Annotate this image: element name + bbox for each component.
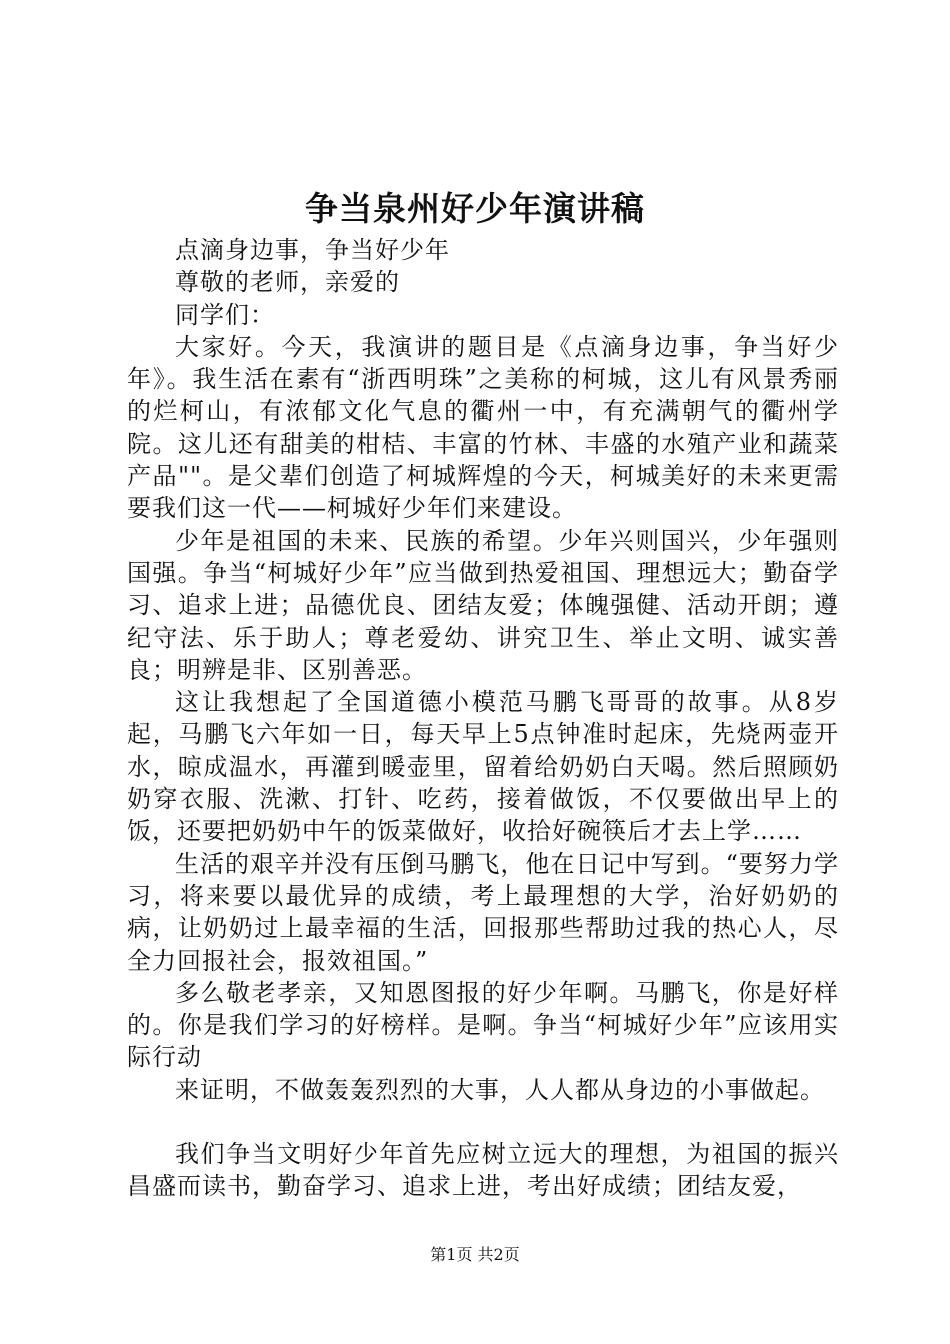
- page-footer: 第1页 共2页: [430, 1245, 520, 1264]
- paragraph: 这让我想起了全国道德小模范马鹏飞哥哥的故事。从8岁起，马鹏飞六年如一日，每天早上5点钟准时起床，先烧两壶开水，晾成温水，再灌到暖壶里，留着给奶奶白天喝。然后照顾奶奶穿衣服、洗漱、打针、吃药，接着做饭，不仅要做出早上的饭，还要把奶奶中午的饭菜做好，收拾好碗筷后才去上学……: [127, 688, 839, 846]
- paragraph: 少年是祖国的未来、民族的希望。少年兴则国兴，少年强则国强。争当“柯城好少年”应当做到热爱祖国、理想远大；勤奋学习、追求上进；品德优良、团结友爱；体魄强健、活动开朗；遵纪守法、乐于助人；尊老爱幼、讲究卫生、举止文明、诚实善良；明辨是非、区别善恶。: [127, 526, 839, 684]
- paragraph: 大家好。今天，我演讲的题目是《点滴身边事，争当好少年》。我生活在素有“浙西明珠”之美称的柯城，这儿有风景秀丽的烂柯山，有浓郁文化气息的衢州一中，有充满朝气的衢州学院。这儿还有甜美的柑桔、丰富的竹林、丰盛的水殖产业和蔬菜产品""。是父辈们创造了柯城辉煌的今天，柯城美好的未来更需要我们这一代——柯城好少年们来建设。: [127, 332, 839, 523]
- paragraph: 来证明，不做轰轰烈烈的大事，人人都从身边的小事做起。: [175, 1075, 825, 1104]
- paragraph: 点滴身边事，争当好少年: [175, 236, 450, 264]
- blank-line: [127, 1106, 839, 1138]
- paragraph: 我们争当文明好少年首先应树立远大的理想，为祖国的振兴昌盛而读书，勤奋学习、追求上进，考出好成绩；团结友爱，: [127, 1140, 839, 1201]
- document-title: 争当泉州好少年演讲稿: [305, 189, 645, 228]
- paragraph: 同学们：: [175, 300, 275, 329]
- paragraph: 尊敬的老师，亲爱的: [175, 268, 400, 297]
- paragraph: 生活的艰辛并没有压倒马鹏飞，他在日记中写到。“要努力学习，将来要以最优异的成绩，考上最理想的大学，治好奶奶的病，让奶奶过上最幸福的生活，回报那些帮助过我的热心人，尽全力回报社会，报效祖国。”: [127, 849, 839, 975]
- document-body: [127, 234, 839, 1203]
- paragraph: 多么敬老孝亲，又知恩图报的好少年啊。马鹏飞，你是好样的。你是我们学习的好榜样。是啊。争当“柯城好少年”应该用实际行动: [127, 978, 839, 1072]
